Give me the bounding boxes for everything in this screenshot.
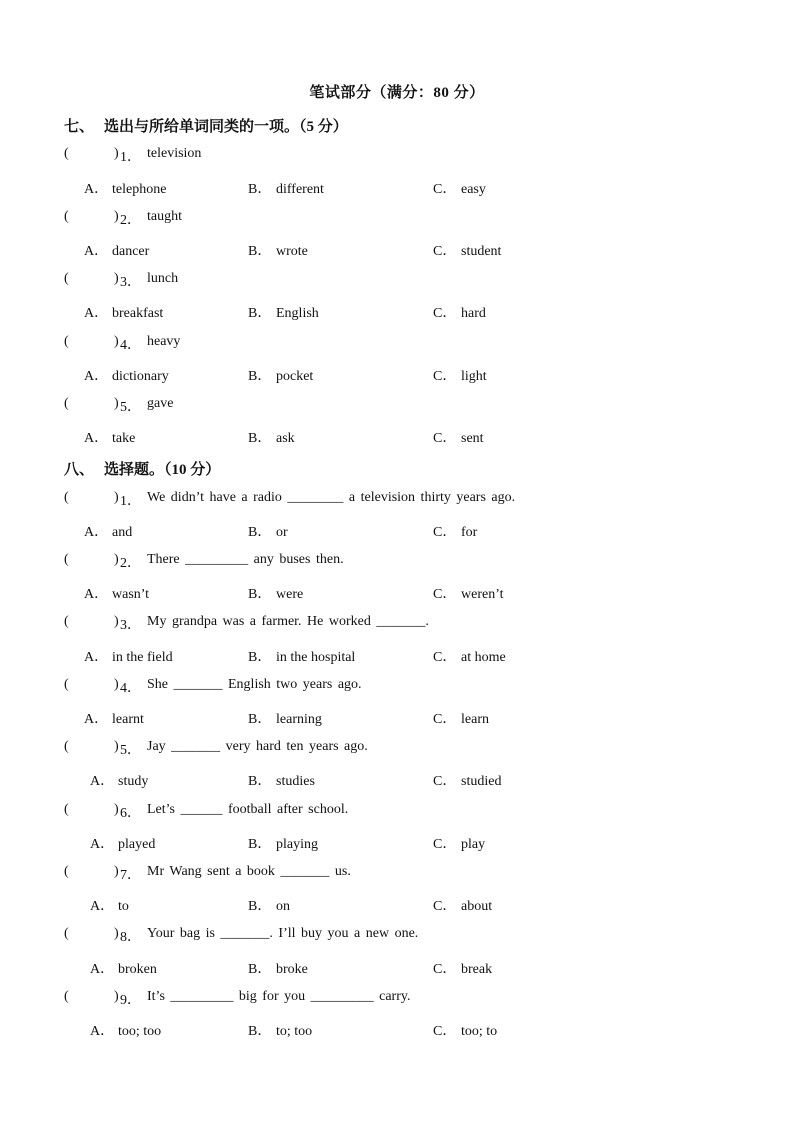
option-b xyxy=(248,770,315,790)
option-letter: A． xyxy=(90,1024,115,1039)
option-letter: C． xyxy=(433,899,457,914)
option-text: learn xyxy=(461,712,489,727)
option-letter: A． xyxy=(90,962,115,977)
option-letter: A． xyxy=(84,244,109,259)
option-text: take xyxy=(112,431,136,446)
question-number: 1． xyxy=(120,494,141,509)
question-text: We didn’t have a radio ________ a television thirty years ago. xyxy=(147,490,516,505)
option-letter: C． xyxy=(433,306,457,321)
question-text: Mr Wang sent a book _______ us. xyxy=(147,864,351,879)
option-text: and xyxy=(112,525,133,540)
option-a xyxy=(90,1020,161,1040)
answer-paren-open: ( xyxy=(64,490,69,505)
options-row xyxy=(0,240,700,260)
answer-paren-close: ) xyxy=(114,334,119,349)
question-text: There _________ any buses then. xyxy=(147,552,344,567)
option-letter: B． xyxy=(248,962,272,977)
option-b xyxy=(248,708,322,728)
option-text: in the field xyxy=(112,650,173,665)
question-text: She _______ English two years ago. xyxy=(147,677,362,692)
option-b xyxy=(248,833,318,853)
option-text: pocket xyxy=(276,369,314,384)
option-b xyxy=(248,1020,312,1040)
option-a xyxy=(84,302,163,322)
options-row xyxy=(0,708,700,728)
option-text: different xyxy=(276,182,324,197)
option-letter: C． xyxy=(433,774,457,789)
option-text: too; too xyxy=(118,1024,162,1039)
option-letter: B． xyxy=(248,369,272,384)
question-text: It’s _________ big for you _________ carry. xyxy=(147,989,411,1004)
option-text: ask xyxy=(276,431,295,446)
option-text: were xyxy=(276,587,304,602)
options-row xyxy=(0,958,700,978)
answer-paren-close: ) xyxy=(114,271,119,286)
answer-paren-close: ) xyxy=(114,209,119,224)
question-number: 3． xyxy=(120,618,141,633)
option-letter: A． xyxy=(84,650,109,665)
section-title: 选出与所给单词同类的一项。（5 分） xyxy=(104,119,348,135)
question-number: 6． xyxy=(120,806,141,821)
option-a xyxy=(84,427,135,447)
question-text: taught xyxy=(147,209,182,224)
option-letter: B． xyxy=(248,899,272,914)
options-row xyxy=(0,583,700,603)
answer-paren-open: ( xyxy=(64,989,69,1004)
option-a xyxy=(84,708,144,728)
option-letter: C． xyxy=(433,587,457,602)
option-text: hard xyxy=(461,306,486,321)
question-text: television xyxy=(147,146,202,161)
option-a xyxy=(84,583,149,603)
option-a xyxy=(84,178,166,198)
options-row xyxy=(0,770,700,790)
option-text: learning xyxy=(276,712,322,727)
option-c xyxy=(433,302,486,322)
answer-paren-open: ( xyxy=(64,614,69,629)
question-text: gave xyxy=(147,396,174,411)
options-row xyxy=(0,365,700,385)
option-letter: B． xyxy=(248,306,272,321)
question-text: lunch xyxy=(147,271,179,286)
section-number: 八、 xyxy=(64,462,95,478)
options-row xyxy=(0,895,700,915)
option-text: easy xyxy=(461,182,486,197)
option-letter: A． xyxy=(90,774,115,789)
options-row xyxy=(0,1020,700,1040)
option-letter: A． xyxy=(84,712,109,727)
option-text: student xyxy=(461,244,502,259)
options-row xyxy=(0,302,700,322)
option-letter: C． xyxy=(433,837,457,852)
question-number: 9． xyxy=(120,993,141,1008)
option-letter: C． xyxy=(433,525,457,540)
option-text: dancer xyxy=(112,244,150,259)
option-a xyxy=(90,770,148,790)
question-text: Jay _______ very hard ten years ago. xyxy=(147,739,368,754)
question-number: 4． xyxy=(120,338,141,353)
option-letter: C． xyxy=(433,182,457,197)
option-text: English xyxy=(276,306,319,321)
answer-paren-open: ( xyxy=(64,209,69,224)
option-text: to xyxy=(118,899,129,914)
answer-paren-open: ( xyxy=(64,552,69,567)
answer-paren-open: ( xyxy=(64,677,69,692)
option-letter: C． xyxy=(433,1024,457,1039)
option-c xyxy=(433,521,477,541)
option-c xyxy=(433,833,485,853)
answer-paren-open: ( xyxy=(64,271,69,286)
option-letter: C． xyxy=(433,244,457,259)
option-c xyxy=(433,708,489,728)
option-text: studies xyxy=(276,774,315,789)
option-text: broken xyxy=(118,962,157,977)
answer-paren-close: ) xyxy=(114,989,119,1004)
option-a xyxy=(84,365,169,385)
option-text: wrote xyxy=(276,244,308,259)
question-number: 5． xyxy=(120,743,141,758)
answer-paren-close: ) xyxy=(114,146,119,161)
option-text: in the hospital xyxy=(276,650,356,665)
answer-paren-close: ) xyxy=(114,677,119,692)
option-b xyxy=(248,240,308,260)
options-row xyxy=(0,521,700,541)
option-letter: C． xyxy=(433,962,457,977)
option-a xyxy=(90,958,157,978)
section-heading xyxy=(64,458,220,479)
answer-paren-open: ( xyxy=(64,739,69,754)
option-letter: A． xyxy=(84,306,109,321)
option-a xyxy=(84,240,149,260)
option-text: sent xyxy=(461,431,484,446)
section-heading xyxy=(64,115,348,136)
option-letter: C． xyxy=(433,369,457,384)
option-c xyxy=(433,583,504,603)
option-letter: C． xyxy=(433,650,457,665)
question-number: 3． xyxy=(120,275,141,290)
option-letter: C． xyxy=(433,431,457,446)
option-text: or xyxy=(276,525,288,540)
option-b xyxy=(248,365,313,385)
answer-paren-open: ( xyxy=(64,334,69,349)
option-text: play xyxy=(461,837,486,852)
option-c xyxy=(433,240,501,260)
option-text: light xyxy=(461,369,487,384)
option-text: dictionary xyxy=(112,369,169,384)
page-title: 笔试部分（满分：80 分） xyxy=(309,85,485,101)
option-text: weren’t xyxy=(461,587,504,602)
option-letter: A． xyxy=(90,837,115,852)
option-letter: B． xyxy=(248,431,272,446)
question-number: 5． xyxy=(120,400,141,415)
option-letter: C． xyxy=(433,712,457,727)
answer-paren-close: ) xyxy=(114,552,119,567)
option-letter: B． xyxy=(248,587,272,602)
question-text: Let’s ______ football after school. xyxy=(147,802,349,817)
option-letter: B． xyxy=(248,525,272,540)
question-number: 4． xyxy=(120,681,141,696)
option-b xyxy=(248,427,295,447)
question-number: 8． xyxy=(120,930,141,945)
option-b xyxy=(248,178,324,198)
option-text: at home xyxy=(461,650,506,665)
option-text: too; to xyxy=(461,1024,498,1039)
answer-paren-close: ) xyxy=(114,490,119,505)
option-c xyxy=(433,895,492,915)
answer-paren-close: ) xyxy=(114,614,119,629)
option-letter: B． xyxy=(248,244,272,259)
option-letter: A． xyxy=(84,369,109,384)
option-letter: A． xyxy=(84,182,109,197)
option-c xyxy=(433,427,484,447)
question-text: My grandpa was a farmer. He worked _______. xyxy=(147,614,429,629)
option-c xyxy=(433,178,486,198)
option-text: about xyxy=(461,899,493,914)
option-letter: A． xyxy=(90,899,115,914)
option-text: to; too xyxy=(276,1024,313,1039)
question-number: 7． xyxy=(120,868,141,883)
answer-paren-close: ) xyxy=(114,739,119,754)
option-text: breakfast xyxy=(112,306,164,321)
option-a xyxy=(84,646,173,666)
option-letter: A． xyxy=(84,431,109,446)
option-text: studied xyxy=(461,774,502,789)
section-title: 选择题。（10 分） xyxy=(104,462,221,478)
option-a xyxy=(90,895,129,915)
option-letter: A． xyxy=(84,525,109,540)
answer-paren-open: ( xyxy=(64,802,69,817)
option-letter: B． xyxy=(248,1024,272,1039)
answer-paren-open: ( xyxy=(64,146,69,161)
answer-paren-close: ) xyxy=(114,802,119,817)
option-b xyxy=(248,646,355,666)
answer-paren-close: ) xyxy=(114,926,119,941)
option-text: for xyxy=(461,525,478,540)
option-text: study xyxy=(118,774,149,789)
options-row xyxy=(0,178,700,198)
option-b xyxy=(248,895,290,915)
option-letter: A． xyxy=(84,587,109,602)
option-letter: B． xyxy=(248,837,272,852)
option-text: broke xyxy=(276,962,308,977)
option-c xyxy=(433,958,492,978)
option-letter: B． xyxy=(248,774,272,789)
option-letter: B． xyxy=(248,650,272,665)
option-a xyxy=(84,521,132,541)
answer-paren-close: ) xyxy=(114,864,119,879)
option-c xyxy=(433,1020,497,1040)
question-number: 1． xyxy=(120,150,141,165)
option-b xyxy=(248,583,303,603)
answer-paren-open: ( xyxy=(64,396,69,411)
option-c xyxy=(433,646,506,666)
option-text: on xyxy=(276,899,290,914)
option-text: playing xyxy=(276,837,318,852)
question-text: Your bag is _______. I’ll buy you a new one. xyxy=(147,926,419,941)
option-text: wasn’t xyxy=(112,587,150,602)
answer-paren-open: ( xyxy=(64,926,69,941)
option-a xyxy=(90,833,155,853)
answer-paren-open: ( xyxy=(64,864,69,879)
option-text: played xyxy=(118,837,156,852)
option-text: telephone xyxy=(112,182,167,197)
question-number: 2． xyxy=(120,213,141,228)
option-b xyxy=(248,958,308,978)
options-row xyxy=(0,833,700,853)
answer-paren-close: ) xyxy=(114,396,119,411)
option-b xyxy=(248,302,319,322)
option-c xyxy=(433,365,487,385)
option-text: break xyxy=(461,962,493,977)
section-number: 七、 xyxy=(64,119,95,135)
question-text: heavy xyxy=(147,334,181,349)
option-b xyxy=(248,521,288,541)
options-row xyxy=(0,646,700,666)
option-c xyxy=(433,770,501,790)
options-row xyxy=(0,427,700,447)
option-text: learnt xyxy=(112,712,144,727)
option-letter: B． xyxy=(248,712,272,727)
question-number: 2． xyxy=(120,556,141,571)
option-letter: B． xyxy=(248,182,272,197)
